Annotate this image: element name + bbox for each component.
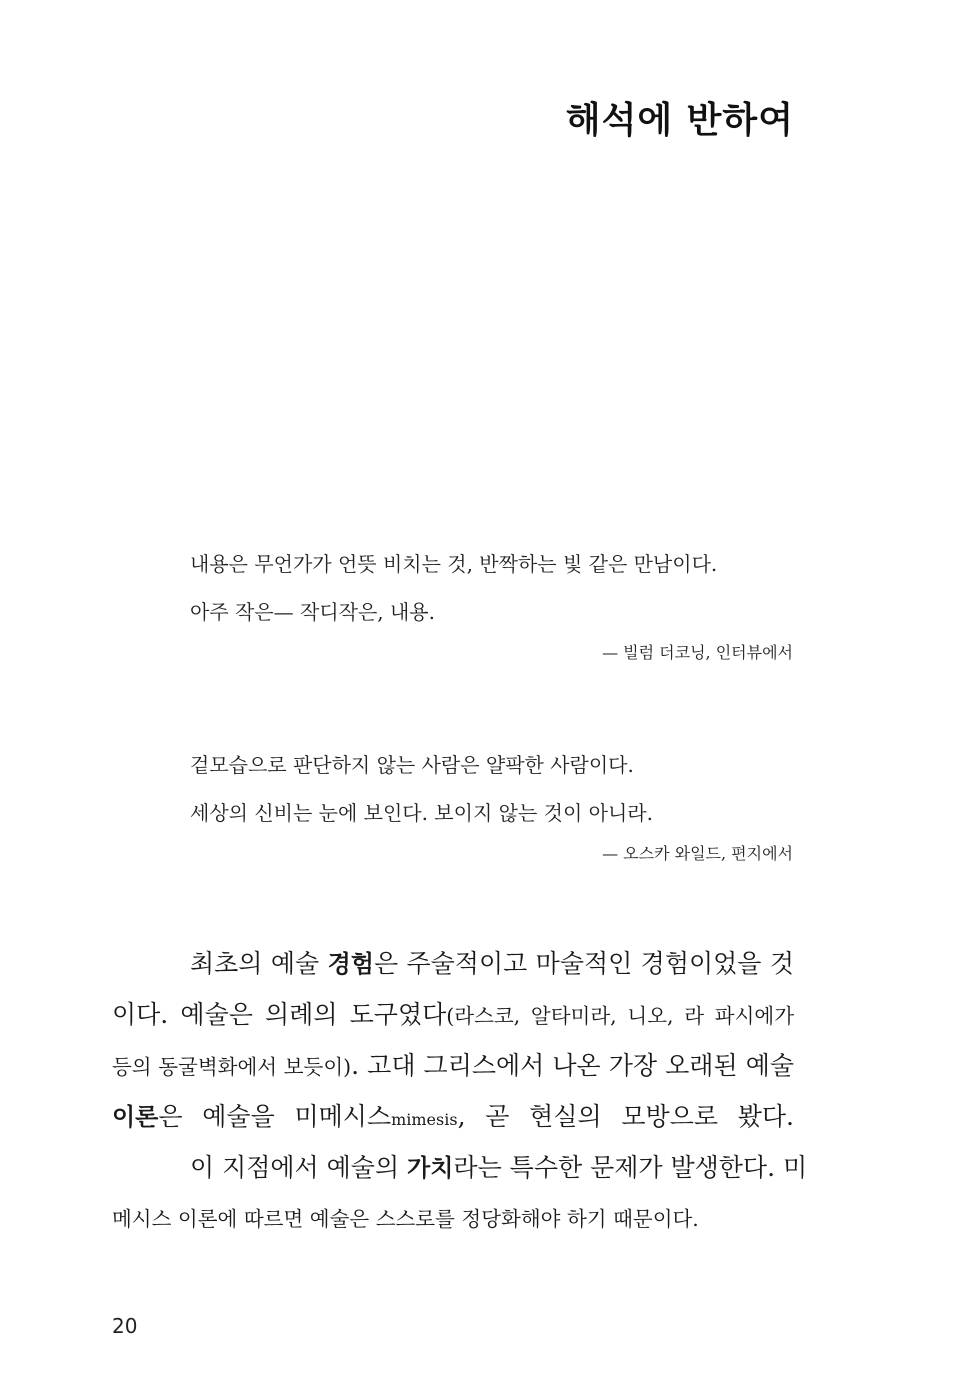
parenthetical-text: 등의 동굴벽화에서 보듯이) xyxy=(112,1055,352,1079)
epigraph-line: 세상의 신비는 눈에 보인다. 보이지 않는 것이 아니라. xyxy=(190,801,653,825)
epigraph-line: 아주 작은— 작디작은, 내용. xyxy=(190,600,435,624)
text-run: 이 지점에서 예술의 xyxy=(190,1153,408,1182)
epigraph-attribution: — 빌럼 더코닝, 인터뷰에서 xyxy=(602,643,793,662)
text-run: 메시스 이론에 따르면 예술은 스스로를 정당화해야 하기 때문이다. xyxy=(112,1207,699,1231)
emphasized-term: 이론 xyxy=(112,1103,159,1131)
page-number: 20 xyxy=(112,1314,138,1338)
parenthetical-text: (라스코, 알타미라, 니오, 라 파시에가 xyxy=(446,1004,795,1028)
body-line xyxy=(112,947,794,998)
epigraph-wilde xyxy=(190,753,793,864)
body-line xyxy=(112,998,794,1049)
body-line xyxy=(112,1151,808,1202)
body-line xyxy=(112,1202,794,1253)
text-run: 은 예술을 미메시스 xyxy=(158,1102,392,1131)
body-text xyxy=(112,947,808,1253)
body-line xyxy=(112,1049,794,1100)
epigraph-line: 내용은 무언가가 언뜻 비치는 것, 반짝하는 빛 같은 만남이다. xyxy=(190,552,718,576)
body-line xyxy=(112,1100,794,1151)
text-run: 최초의 예술 xyxy=(190,949,328,978)
text-run: , 곧 현실의 모방으로 봤다. xyxy=(457,1102,794,1131)
emphasized-term: 경험 xyxy=(327,950,374,978)
emphasized-term: 가치 xyxy=(407,1154,454,1182)
text-run: 라는 특수한 문제가 발생한다. 미 xyxy=(453,1153,808,1182)
chapter-title: 해석에 반하여 xyxy=(565,100,794,141)
epigraph-attribution: — 오스카 와일드, 편지에서 xyxy=(602,844,793,863)
text-run: 이다. 예술은 의례의 도구였다 xyxy=(112,1000,447,1029)
epigraph-line: 겉모습으로 판단하지 않는 사람은 얄팍한 사람이다. xyxy=(190,753,634,777)
text-run: 은 주술적이고 마술적인 경험이었을 것 xyxy=(373,949,794,978)
text-run: . 고대 그리스에서 나온 가장 오래된 예술 xyxy=(351,1051,794,1080)
epigraph-dekooning xyxy=(190,552,793,663)
foreign-term: mimesis xyxy=(391,1110,458,1129)
